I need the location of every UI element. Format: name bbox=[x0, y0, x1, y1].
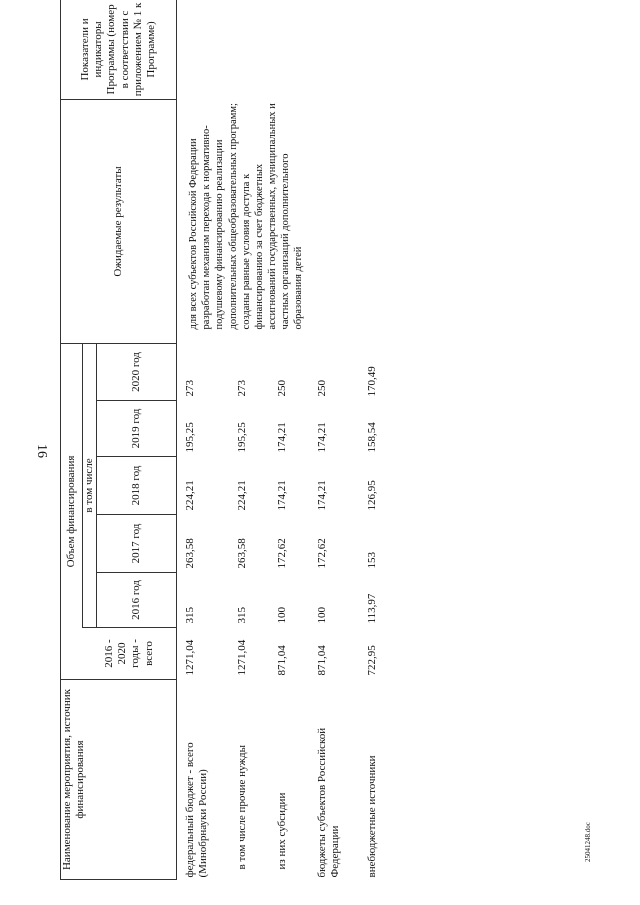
row-2017: 263,58 bbox=[184, 538, 197, 569]
row-label: внебюджетные источники bbox=[365, 755, 378, 878]
row-2019: 195,25 bbox=[235, 422, 248, 453]
row-2018: 224,21 bbox=[235, 480, 248, 511]
header-year-2019: 2019 год bbox=[97, 401, 177, 457]
row-2017: 172,62 bbox=[275, 538, 288, 569]
row-2016: 315 bbox=[184, 607, 197, 624]
row-2017: 172,62 bbox=[315, 538, 328, 569]
rotated-page bbox=[60, 0, 620, 880]
indicators-cell bbox=[177, 0, 399, 99]
row-total: 1271,04 bbox=[235, 639, 248, 676]
row-2018: 174,21 bbox=[315, 480, 328, 511]
financing-table bbox=[60, 0, 399, 880]
row-2020: 250 bbox=[315, 380, 328, 397]
row-2016: 315 bbox=[235, 607, 248, 624]
table-row bbox=[177, 0, 229, 880]
row-2020: 273 bbox=[184, 380, 197, 397]
row-2018: 224,21 bbox=[184, 480, 197, 511]
header-name: Наименование мероприятия, источник финансирования bbox=[61, 680, 177, 880]
row-2017: 153 bbox=[365, 552, 378, 569]
row-2016: 100 bbox=[275, 607, 288, 624]
header-year-2016: 2016 год bbox=[97, 573, 177, 628]
header-funding: Объем финансирования bbox=[61, 343, 83, 679]
row-2019: 195,25 bbox=[184, 422, 197, 453]
header-indicators: Показатели и индикаторы Программы (номер в соответствии с приложением № 1 к Программе) bbox=[61, 0, 177, 99]
header-total: 2016 - 2020 годы - всего bbox=[83, 628, 177, 680]
row-2017: 263,58 bbox=[235, 538, 248, 569]
row-total: 871,04 bbox=[315, 645, 328, 676]
expected-results-text: для всех субъектов Российской Федерации разработан механизм перехода к нормативно-подушевому финансированию реализации дополнительных общеобразовательных программ; созданы равные условия доступа к финансированию за счет бюджетных ассигнований государственных, муниципальных и частных организаций дополнительного образования детей bbox=[188, 103, 305, 330]
row-2018: 126,95 bbox=[365, 480, 378, 511]
row-2019: 174,21 bbox=[315, 422, 328, 453]
header-including: в том числе bbox=[83, 343, 97, 627]
row-2019: 174,21 bbox=[275, 422, 288, 453]
row-total: 1271,04 bbox=[184, 639, 197, 676]
row-2020: 273 bbox=[235, 380, 248, 397]
row-2019: 158,54 bbox=[365, 422, 378, 453]
row-label: в том числе прочие нужды bbox=[235, 744, 248, 870]
page-number: 16 bbox=[34, 444, 49, 458]
row-total: 871,04 bbox=[275, 645, 288, 676]
row-label: из них субсидии bbox=[275, 792, 288, 870]
row-2018: 174,21 bbox=[275, 480, 288, 511]
row-2020: 250 bbox=[275, 380, 288, 397]
row-2016: 113,97 bbox=[365, 593, 378, 624]
row-label: бюджеты субъектов Российской Федерации bbox=[315, 727, 341, 878]
file-name: 25041248.doc bbox=[584, 822, 592, 862]
row-label: федеральный бюджет - всего (Минобрнауки России) bbox=[184, 742, 210, 878]
header-year-2017: 2017 год bbox=[97, 515, 177, 573]
header-year-2018: 2018 год bbox=[97, 457, 177, 515]
row-total: 722,95 bbox=[365, 645, 378, 676]
row-2016: 100 bbox=[315, 607, 328, 624]
row-2020: 170,49 bbox=[365, 366, 378, 397]
header-results: Ожидаемые результаты bbox=[61, 99, 177, 343]
header-year-2020: 2020 год bbox=[97, 343, 177, 400]
